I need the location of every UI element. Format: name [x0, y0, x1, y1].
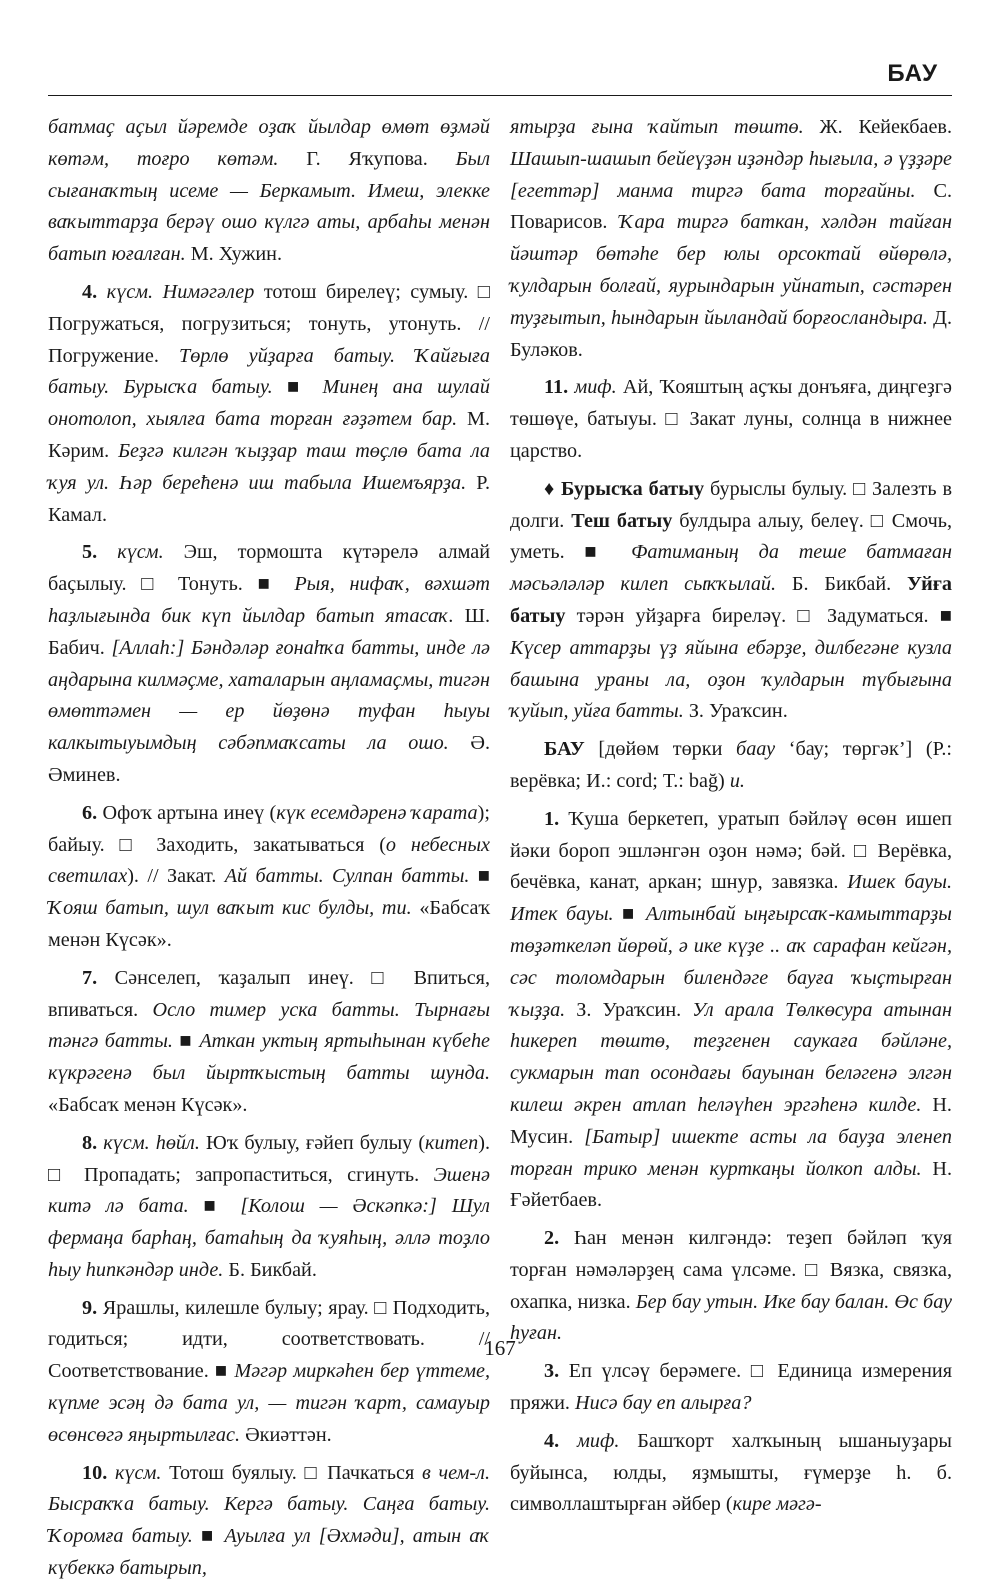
right_column-paragraph: 2. Һан менән килгәндә: теҙеп бәйләп ҡуя торған нәмәләрҙең сама үлсәме. □ Вязка, связка, охапка, низка. Бер бау утын. Ике бау балан. Өс бау һуған. [510, 1227, 953, 1345]
right_column-paragraph: 3. Еп үлсәү берәмеге. □ Единица измерения пряжи. Нисә бау еп алырға? [510, 1360, 952, 1415]
right_column-paragraph: 11. миф. Ай, Ҡояштың аҫҡы донъяға, диңгеҙгә төшөүе, батыуы. □ Закат луны, солнца в нижнее царство. [510, 376, 952, 462]
running-headword: БАУ [887, 60, 938, 87]
left_column-paragraph: 6. Офоҡ артына инеү (күк есемдәренә ҡарата); байыу. □ Заходить, закатываться (о небесных светилах). // Закат. Ай батты. Сулпан батты. ■ Ҡояш батып, шул ваҡыт кис булды, ти. «Бабсаҡ менән Күсәк». [48, 801, 490, 951]
left-column [48, 112, 490, 1591]
right-column [510, 112, 952, 1527]
right_column-paragraph: БАУ [дөйөм төрки баау ‘бау; төргәк’] (Р.: верёвка; И.: cord; Т.: bağ) и. [510, 738, 952, 792]
right_column-paragraph: ятырҙа ғына ҡайтып төштө. Ж. Кейекбаев. Шашып-шашып бейеүҙән иҙәндәр һығыла, ә үҙҙәре [егеттәр] манма тиргә бата торғайны. С. Поварисов. Ҡара тиргә баткан, хәлдән тайған йәштәр бөтәһе бер юлы орсоктай өйөрөлә, ҡулдарын болғай, яурындарын уйнатып, сәстәрен туҙғытып, һындарын йыландай борғосландыра. Д. Буләков. [510, 116, 952, 361]
left_column-paragraph: 9. Ярашлы, килешле булыу; ярау. □ Подходить, годиться; идти, соответствовать. // Соответствование. ■ Мәгәр миркәһен бер үттеме, күпме эсәң дә бата ул, — тигән ҡарт, самауыр өсөнсөгә яңыртылғас. Әкиәттән. [48, 1296, 490, 1446]
left_column-paragraph: 4. күсм. Нимәгәлер тотош бирелеү; сумыу. □ Погружаться, погрузиться; тонуть, утонуть. // Погружение. Төрлө уйҙарға батыу. Ҡайғыға батыу. Бурысҡа батыу. ■ Минең ана шулай онотолоп, хыялға бата торған ғәҙәтем бар. М. Кәрим. Беҙгә килгән ҡыҙҙар таш төҫлө бата ла ҡуя ул. Һәр берећенә иш табыла Ишемъярҙа. Р. Камал. [48, 280, 491, 526]
page-number: 167 [484, 1336, 516, 1360]
left_column-paragraph: батмаҫ аҫыл йәремде оҙаҡ йылдар өмөт өҙмәй көтәм, тоғро көтәм. Г. Яҡупова. Был сығанаҡтың исеме — Беркамыт. Имеш, элекке ваҡыттарҙа берәү ошо күлгә аты, арбаһы менән батып юғалған. М. Хужин. [48, 116, 491, 266]
right_column-paragraph: 1. Ҡуша беркетеп, уратып бәйләү өсөн ишеп йәки бороп эшләнгән оҙон нәмә; бәй. □ Верёвка, бечёвка, канат, аркан; шнур, завязка. Ишек бауы. Итек бауы. ■ Алтынбай ыңғырсаҡ-камыттарҙы төҙәткеләп йөрөй, ә ике күҙе .. аҡ сарафан кейгән, сәс толомдарын билендәге бауға ҡыҫтырған ҡыҙҙа. З. Ураҡсин. Ул арала Төлкөсура атынан һикереп төштө, теҙгенен саукаға бәйләне, сукмарын тап осондағы бауынан беләгенә элгән килеш әкрен атлап һеләүһен эргәһенә килде. Н. Мусин. [Батыр] ишекте асты ла бауҙа эленеп торған трико менән курткаңы йолкоп алды. Н. Ғәйетбаев. [510, 807, 952, 1212]
left_column-paragraph: 8. күсм. һөйл. Юҡ булыу, ғәйеп булыу (китеп). □ Пропадать; запропаститься, сгинуть. Эшенә китә лә бата. ■ [Колош — Әскәпкә:] Шул фермаңа барһаң, батаһың да ҡуяһың, әллә тоҙло һыу һипкәндәр инде. Б. Бикбай. [48, 1131, 490, 1281]
left_column-paragraph: 7. Сәнселеп, ҡаҙалып инеү. □ Впиться, впиваться. Осло тимер уска батты. Тырнағы тәнгә батты. ■ Аткан уктың яртыһынан күбеһе күкрәгенә был йыртҡыстың батты шунда. «Бабсаҡ менән Күсәк». [48, 966, 491, 1116]
left_column-paragraph: 10. күсм. Тотош буялыу. □ Пачкаться в чем-л. Бысраҡҡа батыу. Кергә батыу. Саңға батыу. Ҡоромға батыу. ■ Ауылға ул [Әхмәди], атын аҡ күбеккә батырып, [48, 1461, 491, 1580]
left_column-paragraph: 5. күсм. Эш, тормошта күтәрелә алмай баҫылыу. □ Тонуть. ■ Рыя, нифаҡ, вәхшәт һаҙлығында бик күп йылдар батып ятасаҡ. Ш. Бабич. [Аллаһ:] Бәндәләр ғонаһҡа батты, инде лә аңдарына килмәҫме, хаталарын аңламаҫмы, тигән өмөттәмен — ер йөҙөнә туфан һыуы калкытыуымдың сәбәпмаҡсаты ла ошо. Ә. Әминев. [48, 541, 491, 786]
right_column-paragraph: ♦ Бурысҡа батыу бурыслы булыу. □ Залезть в долги. Теш батыу булдыра алыу, белеү. □ Смочь, уметь. ■ Фатиманың да теше батмаған мәсьәләләр килеп сыҡҡылай. Б. Бикбай. Уйға батыу тәрән уйҙарға биреләү. □ Задуматься. ■ Күсер аттарҙы үҙ яйына ебәрҙе, дилбегәне кузла башына ураны ла, оҙон ҡулдарын түбығына ҡуйып, уйға батты. З. Ураҡсин. [510, 477, 952, 723]
right_column-paragraph: 4. миф. Башҡорт халҡының ышаныуҙары буйынса, юлды, яҙмышты, ғүмерҙе һ. б. символлаштырған әйбер (кире мәгә- [510, 1429, 952, 1516]
header-rule [48, 95, 952, 96]
